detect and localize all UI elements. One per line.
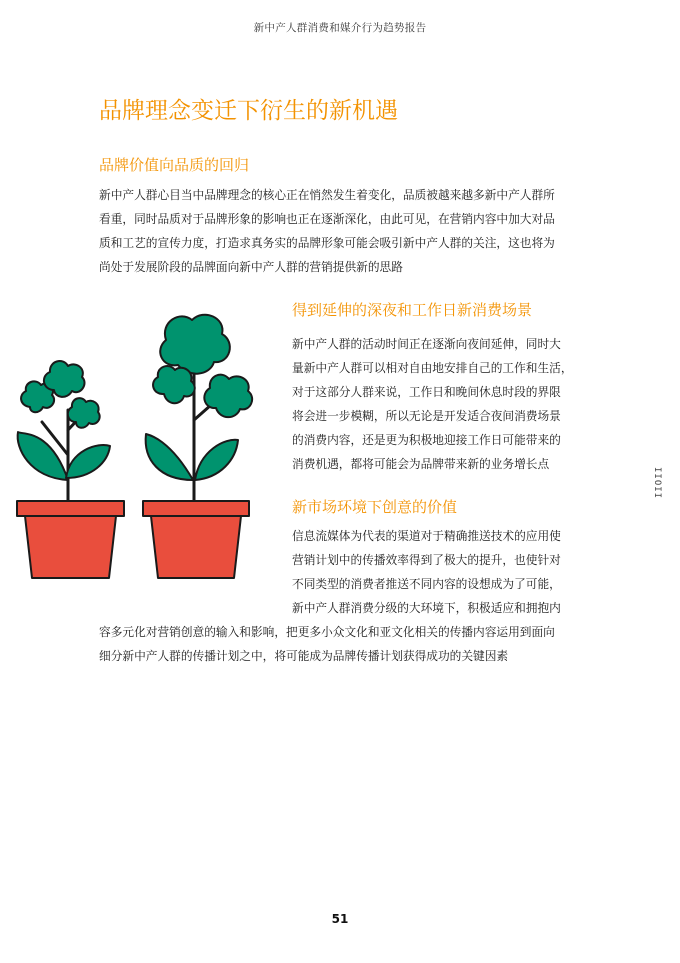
body-line: 看重，同时品质对于品牌形象的影响也正在逐渐深化，由此可见，在营销内容中加大对品 bbox=[99, 212, 555, 226]
side-decoration-mark: IIOII bbox=[652, 466, 662, 500]
body-line: 新中产人群消费分级的大环境下，积极适应和拥抱内 bbox=[292, 601, 561, 615]
section-body-quality bbox=[99, 183, 581, 279]
body-line: 容多元化对营销创意的输入和影响，把更多小众文化和亚文化相关的传播内容运用到面向 bbox=[99, 625, 555, 639]
body-line: 新中产人群心目当中品牌理念的核心正在悄然发生着变化，品质被越来越多新中产人群所 bbox=[99, 188, 555, 202]
body-line: 尚处于发展阶段的品牌面向新中产人群的营销提供新的思路 bbox=[99, 260, 403, 274]
body-line: 营销计划中的传播效率得到了极大的提升，也使针对 bbox=[292, 553, 561, 567]
body-line: 将会进一步模糊，所以无论是开发适合夜间消费场景 bbox=[292, 409, 561, 423]
section-heading-creativity: 新市场环境下创意的价值 bbox=[292, 498, 458, 516]
report-header: 新中产人群消费和媒介行为趋势报告 bbox=[253, 22, 427, 34]
flower bbox=[160, 315, 230, 374]
section-body-creativity-continued bbox=[99, 620, 581, 668]
section-body-creativity bbox=[292, 524, 582, 620]
body-line: 不同类型的消费者推送不同内容的设想成为了可能， bbox=[292, 577, 561, 591]
flower bbox=[153, 366, 195, 403]
pot-body bbox=[25, 516, 116, 578]
section-heading-night-scenes: 得到延伸的深夜和工作日新消费场景 bbox=[292, 301, 533, 319]
leaf bbox=[18, 432, 68, 480]
body-line: 信息流媒体为代表的渠道对于精确推送技术的应用使 bbox=[292, 529, 561, 543]
flower bbox=[204, 375, 252, 417]
body-line: 细分新中产人群的传播计划之中，将可能成为品牌传播计划获得成功的关键因素 bbox=[99, 649, 509, 663]
pot-body bbox=[151, 516, 241, 578]
body-line: 质和工艺的宣传力度，打造求真务实的品牌形象可能会吸引新中产人群的关注，这也将为 bbox=[99, 236, 555, 250]
page-title: 品牌理念变迁下衍生的新机遇 bbox=[99, 98, 398, 124]
section-body-night-scenes bbox=[292, 332, 582, 476]
potted-plants-illustration bbox=[10, 310, 270, 585]
body-line: 对于这部分人群来说，工作日和晚间休息时段的界限 bbox=[292, 385, 561, 399]
leaf bbox=[66, 445, 110, 478]
body-line: 新中产人群的活动时间正在逐渐向夜间延伸，同时大 bbox=[292, 337, 561, 351]
pot-rim bbox=[17, 501, 124, 516]
section-heading-quality: 品牌价值向品质的回归 bbox=[99, 156, 250, 174]
body-line: 量新中产人群可以相对自由地安排自己的工作和生活， bbox=[292, 361, 573, 375]
body-line: 消费机遇，都将可能会为品牌带来新的业务增长点 bbox=[292, 457, 550, 471]
leaf bbox=[146, 434, 193, 480]
pot-rim bbox=[143, 501, 249, 516]
page-number: 51 bbox=[331, 912, 349, 926]
body-line: 的消费内容，还是更为积极地迎接工作日可能带来的 bbox=[292, 433, 561, 447]
leaf bbox=[195, 440, 238, 480]
